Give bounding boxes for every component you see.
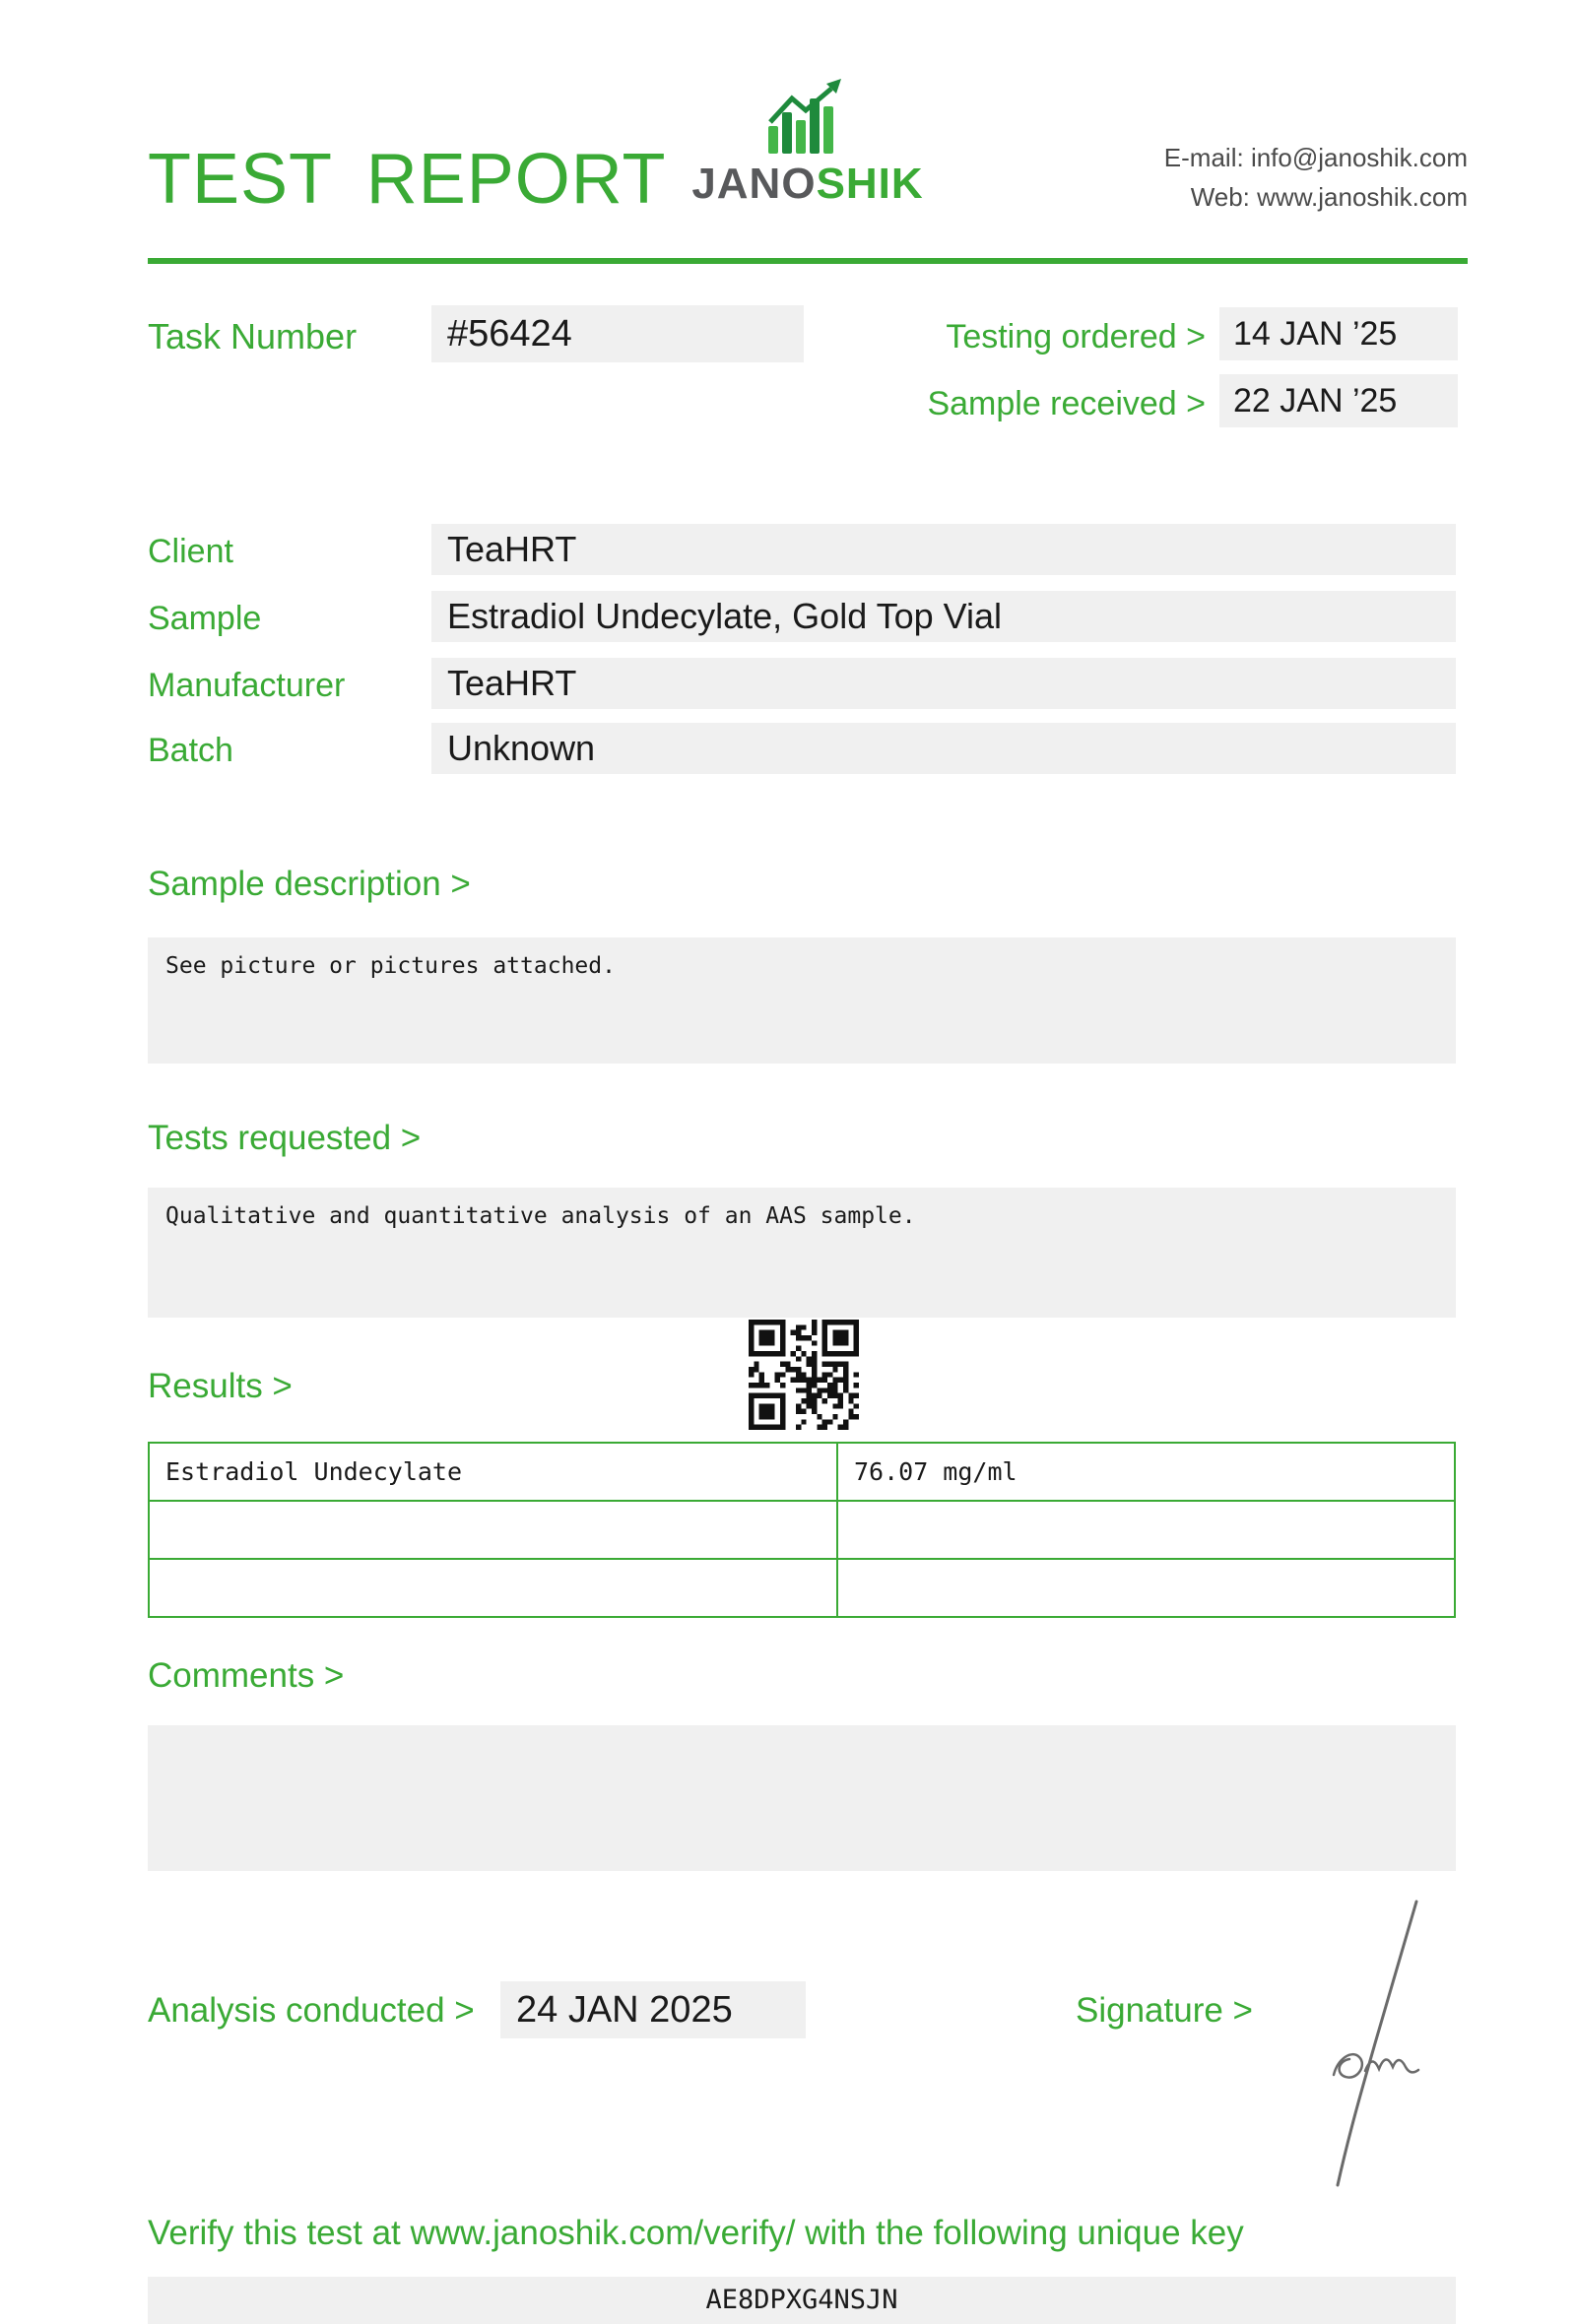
result-substance: Estradiol Undecylate bbox=[149, 1443, 837, 1501]
sample-received-value: 22 JAN ’25 bbox=[1219, 374, 1458, 427]
detail-row-client bbox=[148, 524, 1456, 575]
testing-ordered-value: 14 JAN ’25 bbox=[1219, 307, 1458, 360]
batch-value: Unknown bbox=[431, 723, 1456, 774]
batch-label: Batch bbox=[148, 732, 233, 769]
results-row bbox=[149, 1501, 1455, 1559]
header-divider bbox=[148, 258, 1468, 264]
logo-text-shik: SHIK bbox=[816, 160, 924, 208]
sample-value: Estradiol Undecylate, Gold Top Vial bbox=[431, 591, 1456, 642]
analysis-conducted-label: Analysis conducted > bbox=[148, 1991, 475, 2030]
qr-code-icon bbox=[749, 1320, 859, 1430]
result-value bbox=[837, 1501, 1455, 1559]
result-substance bbox=[149, 1559, 837, 1617]
janoshik-logo bbox=[680, 77, 936, 209]
email-value: info@janoshik.com bbox=[1250, 143, 1468, 172]
task-number-value: #56424 bbox=[431, 305, 804, 362]
results-table bbox=[148, 1442, 1456, 1618]
sample-label: Sample bbox=[148, 600, 262, 637]
testing-ordered-label: Testing ordered > bbox=[946, 318, 1206, 355]
email-line bbox=[1164, 138, 1468, 177]
unique-key-value: AE8DPXG4NSJN bbox=[148, 2277, 1456, 2324]
sample-description-box: See picture or pictures attached. bbox=[148, 937, 1456, 1064]
web-line bbox=[1164, 177, 1468, 217]
detail-row-batch bbox=[148, 723, 1456, 774]
comments-box bbox=[148, 1725, 1456, 1871]
logo-text-jano: JANO bbox=[691, 160, 817, 208]
page-title: TEST REPORT bbox=[148, 140, 667, 219]
result-value bbox=[837, 1559, 1455, 1617]
results-heading: Results > bbox=[148, 1367, 293, 1405]
verify-instruction: Verify this test at www.janoshik.com/verify/ with the following unique key bbox=[148, 2214, 1244, 2252]
sample-description-heading: Sample description > bbox=[148, 865, 471, 903]
result-substance bbox=[149, 1501, 837, 1559]
detail-row-manufacturer bbox=[148, 658, 1456, 709]
contact-info bbox=[1164, 138, 1468, 217]
detail-row-sample bbox=[148, 591, 1456, 642]
email-label: E-mail: bbox=[1163, 143, 1244, 172]
analysis-conducted-date: 24 JAN 2025 bbox=[500, 1981, 806, 2038]
tests-requested-box: Qualitative and quantitative analysis of an AAS sample. bbox=[148, 1188, 1456, 1318]
logo-wordmark bbox=[680, 160, 936, 209]
bar-chart-arrow-icon bbox=[680, 77, 936, 158]
task-number-label: Task Number bbox=[148, 316, 358, 356]
result-value: 76.07 mg/ml bbox=[837, 1443, 1455, 1501]
results-row bbox=[149, 1559, 1455, 1617]
client-value: TeaHRT bbox=[431, 524, 1456, 575]
manufacturer-label: Manufacturer bbox=[148, 667, 346, 704]
signature-scribble bbox=[1280, 1896, 1448, 2191]
comments-heading: Comments > bbox=[148, 1656, 345, 1695]
web-label: Web: bbox=[1190, 182, 1250, 212]
results-row bbox=[149, 1443, 1455, 1501]
signature-label: Signature > bbox=[1076, 1991, 1253, 2030]
tests-requested-heading: Tests requested > bbox=[148, 1119, 422, 1157]
sample-received-label: Sample received > bbox=[927, 385, 1206, 422]
web-value: www.janoshik.com bbox=[1257, 182, 1468, 212]
manufacturer-value: TeaHRT bbox=[431, 658, 1456, 709]
client-label: Client bbox=[148, 533, 233, 570]
